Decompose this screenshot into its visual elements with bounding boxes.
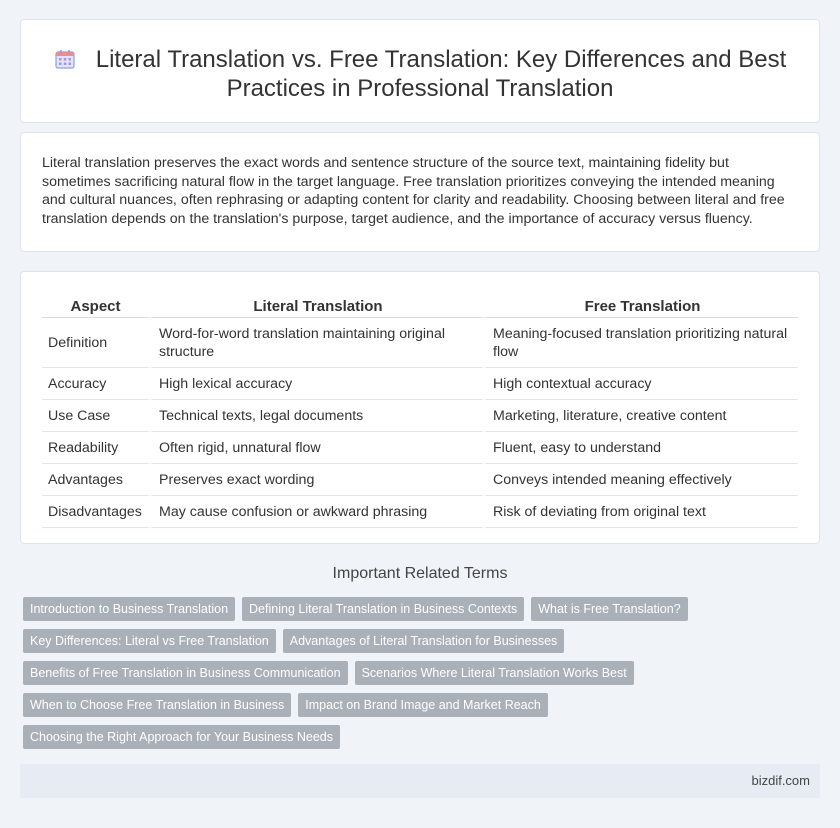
page-title: Literal Translation vs. Free Translation: Key Differences and Best Practices in Professional Translation: [95, 46, 787, 102]
related-term-link[interactable]: Benefits of Free Translation in Business Communication: [23, 661, 348, 685]
row-free: Marketing, literature, creative content: [483, 400, 798, 432]
row-free: Fluent, easy to understand: [483, 432, 798, 464]
table-row: [42, 496, 798, 528]
row-literal: Often rigid, unnatural flow: [149, 432, 483, 464]
row-aspect: Readability: [42, 432, 149, 464]
calendar-icon: [54, 48, 76, 70]
row-literal: High lexical accuracy: [149, 368, 483, 400]
row-free: High contextual accuracy: [483, 368, 798, 400]
table-row: [42, 318, 798, 368]
table-row: [42, 368, 798, 400]
intro-card: [20, 132, 820, 252]
table-row: [42, 400, 798, 432]
header-aspect: Aspect: [42, 296, 149, 318]
row-aspect: Use Case: [42, 400, 149, 432]
row-aspect: Advantages: [42, 464, 149, 496]
header-literal: Literal Translation: [149, 296, 483, 318]
related-term-link[interactable]: Key Differences: Literal vs Free Translation: [23, 629, 276, 653]
row-aspect: Accuracy: [42, 368, 149, 400]
related-term-link[interactable]: Introduction to Business Translation: [23, 597, 235, 621]
tag-row: [23, 693, 723, 717]
row-free: Conveys intended meaning effectively: [483, 464, 798, 496]
table-header-row: [42, 296, 798, 318]
row-literal: Word-for-word translation maintaining original structure: [149, 318, 483, 368]
related-terms-title: Important Related Terms: [332, 565, 508, 582]
row-literal: Technical texts, legal documents: [149, 400, 483, 432]
page-title-wrap: [21, 45, 819, 103]
tag-row: [23, 661, 723, 685]
tag-row: [23, 725, 723, 749]
related-term-link[interactable]: Advantages of Literal Translation for Businesses: [283, 629, 565, 653]
header-card: [20, 19, 820, 123]
header-free: Free Translation: [483, 296, 798, 318]
related-term-link[interactable]: Impact on Brand Image and Market Reach: [298, 693, 548, 717]
comparison-table: [42, 296, 798, 528]
related-term-link[interactable]: Scenarios Where Literal Translation Works Best: [355, 661, 634, 685]
related-term-link[interactable]: Defining Literal Translation in Business Contexts: [242, 597, 524, 621]
row-literal: Preserves exact wording: [149, 464, 483, 496]
related-term-link[interactable]: When to Choose Free Translation in Business: [23, 693, 291, 717]
row-free: Risk of deviating from original text: [483, 496, 798, 528]
intro-paragraph: Literal translation preserves the exact words and sentence structure of the source text, maintaining fidelity but sometimes sacrificing natural flow in the target language. Free translation prioritizes conveying the intended meaning and cultural nuances, often rephrasing or adapting content for clarity and readability. Choosing between literal and free translation depends on the translation's purpose, target audience, and the importance of accuracy versus fluency.: [42, 155, 785, 228]
comparison-card: [20, 271, 820, 544]
tag-row: [23, 597, 723, 621]
footer: [20, 764, 820, 798]
row-free: Meaning-focused translation prioritizing natural flow: [483, 318, 798, 368]
row-aspect: Disadvantages: [42, 496, 149, 528]
footer-site[interactable]: bizdif.com: [751, 773, 810, 788]
tag-row: [23, 629, 723, 653]
related-term-link[interactable]: Choosing the Right Approach for Your Business Needs: [23, 725, 340, 749]
row-literal: May cause confusion or awkward phrasing: [149, 496, 483, 528]
table-row: [42, 432, 798, 464]
table-row: [42, 464, 798, 496]
related-terms-list: [23, 597, 723, 757]
related-term-link[interactable]: What is Free Translation?: [531, 597, 687, 621]
row-aspect: Definition: [42, 318, 149, 368]
